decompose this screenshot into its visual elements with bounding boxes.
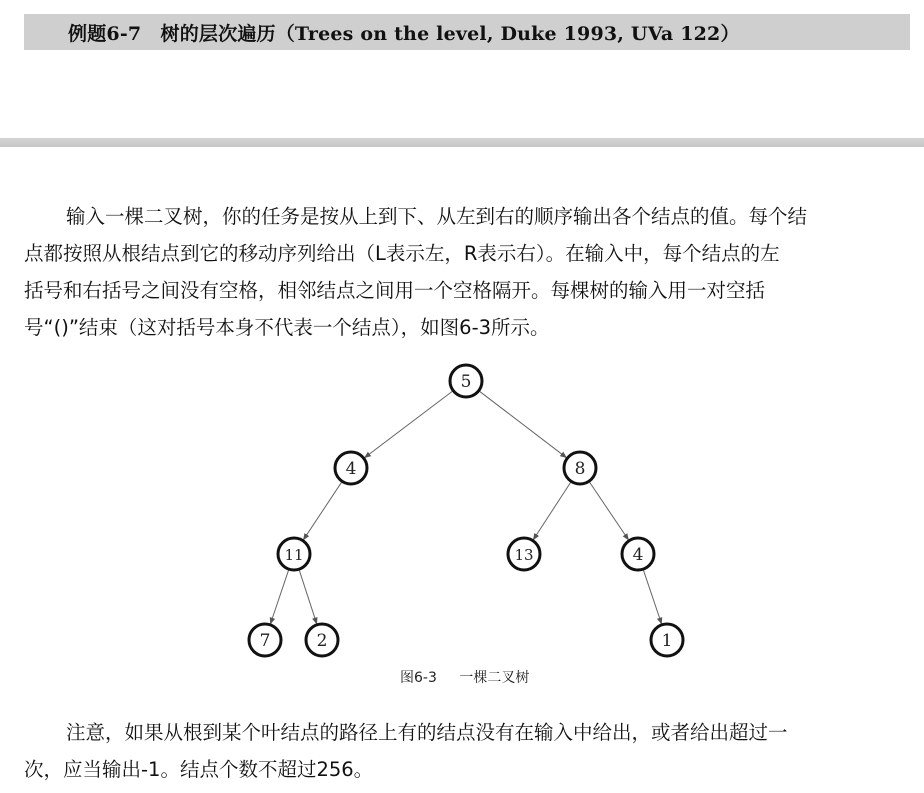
tree-edge bbox=[589, 481, 629, 540]
tree-node bbox=[508, 538, 540, 570]
paragraph-line: 点都按照从根结点到它的移动序列给出（L表示左，R表示右）。在输入中，每个结点的左 bbox=[24, 242, 780, 265]
paragraph-line: 输入一棵二叉树，你的任务是按从上到下、从左到右的顺序输出各个结点的值。每个结 bbox=[66, 205, 808, 228]
tree-node bbox=[306, 624, 338, 656]
paragraph-line: 括号和右括号之间没有空格，相邻结点之间用一个空格隔开。每棵树的输入用一对空括 bbox=[24, 279, 766, 302]
tree-edge bbox=[303, 481, 342, 539]
tree-node bbox=[622, 538, 654, 570]
paragraph-line: 次，应当输出-1。结点个数不超过256。 bbox=[24, 758, 374, 781]
tree-node bbox=[278, 538, 310, 570]
tree-node bbox=[651, 624, 683, 656]
paragraph-line: 注意，如果从根到某个叶结点的路径上有的结点没有在输入中给出，或者给出超过一 bbox=[66, 721, 788, 744]
binary-tree-figure bbox=[240, 357, 700, 667]
tree-node bbox=[335, 452, 367, 484]
tree-node-label: 1 bbox=[661, 631, 673, 651]
tree-node-label: 13 bbox=[514, 546, 534, 564]
tree-edge bbox=[270, 569, 288, 624]
paragraph-line: 号“()”结束（这对括号本身不代表一个结点），如图6-3所示。 bbox=[24, 316, 550, 339]
tree-edge bbox=[479, 391, 567, 458]
tree-node bbox=[564, 452, 596, 484]
tree-node bbox=[249, 624, 281, 656]
tree-node-label: 8 bbox=[574, 459, 586, 479]
figure-number: 图6-3 bbox=[400, 670, 437, 686]
tree-edge bbox=[299, 569, 317, 624]
divider bbox=[0, 138, 924, 147]
tree-node-label: 2 bbox=[316, 631, 328, 651]
figure-caption-text: 一棵二叉树 bbox=[459, 670, 530, 686]
tree-node-label: 7 bbox=[259, 631, 271, 651]
tree-node bbox=[450, 365, 482, 397]
problem-description bbox=[24, 198, 908, 346]
tree-node-label: 11 bbox=[284, 546, 304, 564]
figure-caption bbox=[400, 667, 529, 687]
tree-node-label: 4 bbox=[345, 459, 357, 479]
section-title: 例题6-7 树的层次遍历（Trees on the level, Duke 1993, UVa 122） bbox=[68, 22, 740, 45]
note-paragraph bbox=[24, 714, 908, 788]
tree-edge bbox=[365, 391, 454, 458]
section-title-bar bbox=[24, 14, 910, 50]
tree-edge bbox=[533, 481, 571, 539]
tree-edge bbox=[643, 569, 661, 624]
tree-node-label: 4 bbox=[632, 545, 644, 565]
tree-node-label: 5 bbox=[460, 372, 472, 392]
